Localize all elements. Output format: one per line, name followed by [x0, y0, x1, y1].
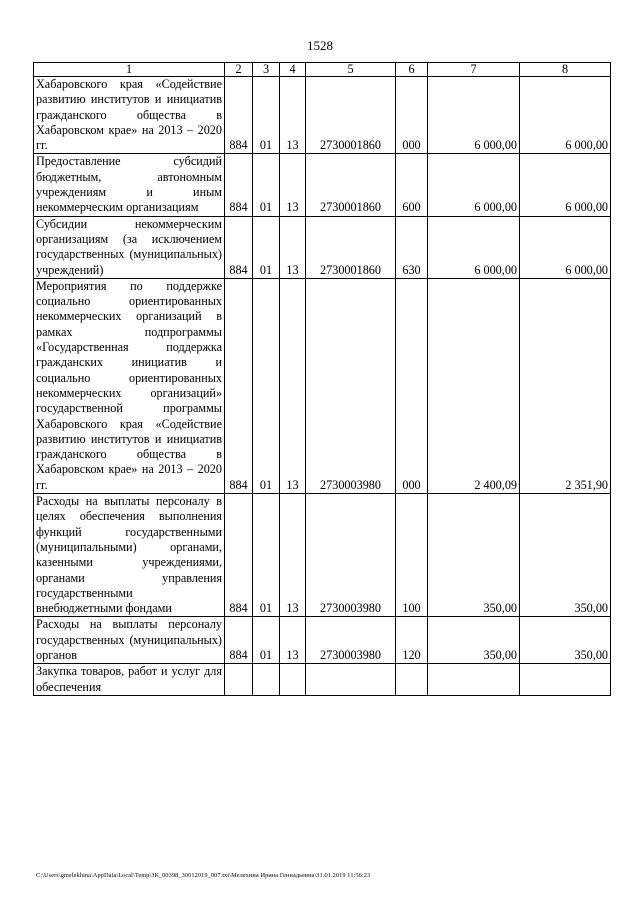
row-amount-executed: 350,00 — [520, 617, 611, 664]
row-code-csr: 2730003980 — [306, 617, 396, 664]
row-code-gr: 884 — [225, 77, 253, 154]
column-header: 5 — [306, 63, 396, 77]
row-amount-planned: 2 400,09 — [428, 278, 520, 493]
empty-cell — [520, 664, 611, 696]
row-code-pr: 13 — [280, 154, 306, 216]
table-row — [34, 216, 611, 278]
row-code-rz: 01 — [253, 494, 280, 617]
row-name: Хабаровского края «Содействие развитию институтов и инициатив гражданского общества в Хабаровском крае» на 2013 – 2020 гг. — [34, 77, 225, 154]
empty-cell — [306, 664, 396, 696]
row-code-vr: 120 — [396, 617, 428, 664]
row-amount-executed: 350,00 — [520, 494, 611, 617]
row-amount-executed: 6 000,00 — [520, 77, 611, 154]
row-name: Субсидии некоммерческим организациям (за исключением государственных (муниципальных) учреждений) — [34, 216, 225, 278]
row-code-pr: 13 — [280, 77, 306, 154]
row-name: Мероприятия по поддержке социально ориентированных некоммерческих организаций в рамках подпрограммы «Государственная поддержка гражданских инициатив и социально ориентированных некоммерческих организаций» государственной программы Хабаровского края «Содействие развитию институтов и инициатив гражданского общества в Хабаровском крае» на 2013 – 2020 гг. — [34, 278, 225, 493]
table-row — [34, 278, 611, 493]
row-amount-executed: 2 351,90 — [520, 278, 611, 493]
file-path-footer: C:\Users\gmelekhina\AppData\Local\Temp\ЗК_00398_30012019_007.txt\Мелехина Ирина Геннадьевна\31.01.2019 11:56:23 — [36, 872, 371, 879]
row-name: Предоставление субсидий бюджетным, автономным учреждениям и иным некоммерческим организациям — [34, 154, 225, 216]
row-code-csr: 2730003980 — [306, 494, 396, 617]
column-header: 4 — [280, 63, 306, 77]
row-code-rz: 01 — [253, 216, 280, 278]
table-header-row — [34, 63, 611, 77]
column-header: 6 — [396, 63, 428, 77]
row-code-gr: 884 — [225, 617, 253, 664]
row-amount-planned: 350,00 — [428, 494, 520, 617]
row-code-pr: 13 — [280, 617, 306, 664]
table-row — [34, 77, 611, 154]
empty-cell — [253, 664, 280, 696]
column-header: 7 — [428, 63, 520, 77]
table-row — [34, 494, 611, 617]
empty-cell — [428, 664, 520, 696]
row-code-csr: 2730001860 — [306, 154, 396, 216]
row-name: Расходы на выплаты персоналу государственных (муниципальных) органов — [34, 617, 225, 664]
row-amount-planned: 6 000,00 — [428, 154, 520, 216]
row-amount-planned: 6 000,00 — [428, 216, 520, 278]
table-row — [34, 617, 611, 664]
row-code-rz: 01 — [253, 154, 280, 216]
empty-cell — [280, 664, 306, 696]
row-code-vr: 630 — [396, 216, 428, 278]
row-code-vr: 600 — [396, 154, 428, 216]
row-amount-planned: 350,00 — [428, 617, 520, 664]
column-header: 2 — [225, 63, 253, 77]
table-row — [34, 154, 611, 216]
column-header: 8 — [520, 63, 611, 77]
row-code-rz: 01 — [253, 278, 280, 493]
row-amount-executed: 6 000,00 — [520, 216, 611, 278]
empty-cell — [225, 664, 253, 696]
row-code-pr: 13 — [280, 216, 306, 278]
row-amount-executed: 6 000,00 — [520, 154, 611, 216]
row-code-csr: 2730001860 — [306, 216, 396, 278]
budget-table — [33, 62, 611, 696]
row-code-vr: 000 — [396, 77, 428, 154]
column-header: 3 — [253, 63, 280, 77]
row-code-csr: 2730001860 — [306, 77, 396, 154]
row-amount-planned: 6 000,00 — [428, 77, 520, 154]
page-number: 1528 — [307, 38, 333, 53]
empty-cell — [396, 664, 428, 696]
row-code-vr: 000 — [396, 278, 428, 493]
row-code-gr: 884 — [225, 494, 253, 617]
row-code-gr: 884 — [225, 154, 253, 216]
row-name: Закупка товаров, работ и услуг для обеспечения — [34, 664, 225, 696]
row-code-gr: 884 — [225, 278, 253, 493]
row-code-csr: 2730003980 — [306, 278, 396, 493]
row-code-gr: 884 — [225, 216, 253, 278]
column-header: 1 — [34, 63, 225, 77]
row-code-rz: 01 — [253, 77, 280, 154]
row-name: Расходы на выплаты персоналу в целях обеспечения выполнения функций государственными (муниципальными) органами, казенными учреждениями, органами управления государственными внебюджетными фондами — [34, 494, 225, 617]
row-code-pr: 13 — [280, 494, 306, 617]
table-row-partial — [34, 664, 611, 696]
row-code-rz: 01 — [253, 617, 280, 664]
row-code-vr: 100 — [396, 494, 428, 617]
row-code-pr: 13 — [280, 278, 306, 493]
